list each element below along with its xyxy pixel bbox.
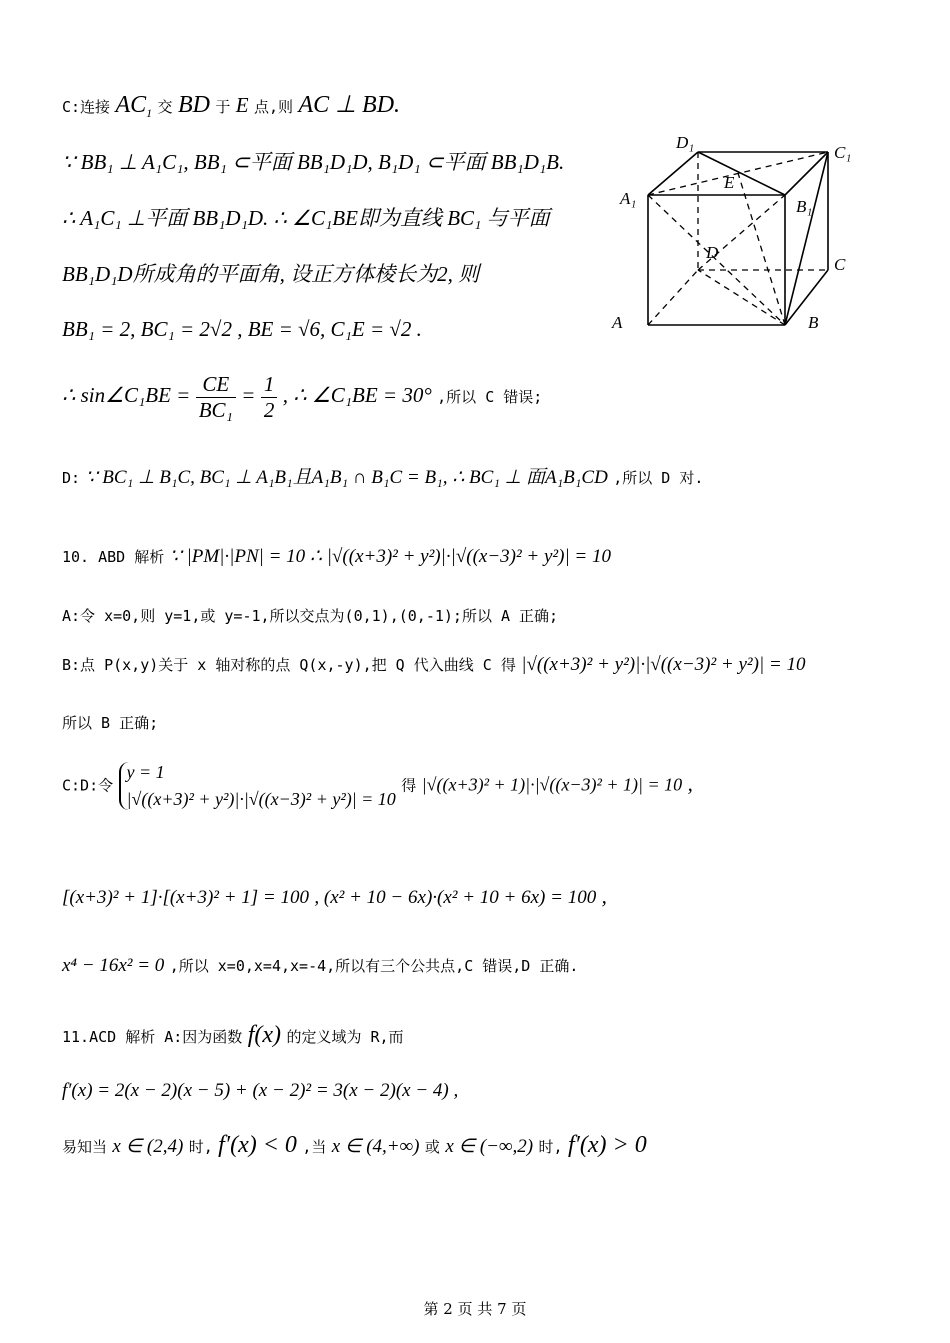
d-prefix: D: (62, 469, 81, 487)
q10-eq3-line (62, 955, 578, 977)
q10-eq3-math: x⁴ − 16x² = 0 (62, 955, 165, 976)
segment-d1b1 (698, 152, 785, 195)
label-b: B (808, 313, 819, 332)
label-b1: B₁ (796, 197, 813, 216)
line-c-1 (62, 90, 400, 119)
d-math: ∵ BC₁ ⊥ B₁C, BC₁ ⊥ A₁B₁且A₁B₁ ∩ B₁C = B₁, ∴ BC₁ ⊥ 面A₁B₁CD (85, 467, 608, 488)
line-d (62, 462, 703, 489)
q11-derivative: f′(x) = 2(x − 2)(x − 5) + (x − 2)² = 3(x − 2)(x − 4) , (62, 1080, 459, 1101)
q10-b-text: B:点 P(x,y)关于 x 轴对称的点 Q(x,-y),把 Q 代入曲线 C 得 (62, 656, 516, 674)
q11-head-line (62, 1022, 404, 1049)
mono-5: ,当 (302, 1138, 327, 1156)
page-footer: 第 2 页 共 7 页 (423, 1300, 527, 1318)
q10-a: A:令 x=0,则 y=1,或 y=-1,所以交点为(0,1),(0,-1);所以 A 正确; (62, 607, 559, 625)
label-a: A (612, 313, 623, 332)
ac1-symbol: $AC_1$ (115, 92, 153, 120)
q10-cd-result: |√((x+3)² + 1)|·|√((x−3)² + 1)| = 10 (421, 774, 683, 795)
label-d1: D₁ (676, 133, 695, 152)
d-conclusion: ,所以 D 对. (613, 469, 704, 487)
mono-7: 或 (424, 1138, 440, 1156)
label-c: C (834, 255, 846, 274)
perp-relation: AC ⊥ BD. (298, 92, 401, 118)
system-eq-1: y = 1 (126, 762, 165, 782)
c-prefix: C:连接 (62, 98, 111, 116)
line-c-5: BB₁ = 2, BC₁ = 2√2 , BE = √6, C₁E = √2 . (62, 317, 422, 341)
edge-c1b1 (785, 152, 828, 195)
hidden-edge-ad (648, 270, 698, 325)
line-c-6 (62, 372, 542, 423)
q10-cd-line (62, 762, 693, 810)
label-e: E (724, 173, 735, 192)
angle-result: , ∴ ∠C₁BE = 30° (282, 383, 432, 407)
q11-tail: 的定义域为 R,而 (286, 1028, 404, 1046)
mono-1: 易知当 (62, 1138, 108, 1156)
sin-expression: ∴ sin∠C₁BE = (62, 383, 191, 407)
b1d1-symbol: BD (177, 92, 210, 118)
q10-eq3-tail: ,所以 x=0,x=4,x=-4,所以有三个公共点,C 错误,D 正确. (169, 957, 579, 975)
label-c1: C₁ (834, 143, 852, 162)
system-eq-2: |√((x+3)² + y²)|·|√((x−3)² + y²)| = 10 (126, 789, 396, 809)
q10-head: 10. ABD 解析 (62, 548, 165, 566)
mono-2: x ∈ (2,4) (112, 1136, 184, 1157)
mono-10: f′(x) > 0 (567, 1132, 647, 1158)
q10-eq2b: , (x² + 10 − 6x)·(x² + 10 + 6x) = 100 (314, 887, 597, 908)
line-c-2: ∵ BB₁ ⊥ A₁C₁, BB₁ ⊂平面 BB₁D₁D, B₁D₁ ⊂平面 BB₁D₁B. (62, 150, 565, 174)
fraction-one-half: $\frac{1}{2}$ (261, 372, 278, 423)
word-jiao: 交 (157, 98, 173, 116)
label-d: D (706, 243, 719, 262)
c-conclusion: ,所以 C 错误; (437, 388, 543, 406)
equals-sign: = (241, 383, 256, 407)
label-a1: A₁ (620, 189, 637, 208)
comma: , (687, 771, 693, 796)
q11-monotonic-line (62, 1132, 647, 1159)
word-de: 得 (401, 776, 417, 795)
q11-fx: f(x) (247, 1022, 282, 1048)
q10-eq2a: [(x+3)² + 1]·[(x+3)² + 1] = 100 (62, 887, 309, 908)
mono-8: x ∈ (−∞,2) (445, 1136, 534, 1157)
q10-b2: 所以 B 正确; (62, 714, 159, 732)
word-dian: 点,则 (254, 98, 294, 116)
segment-bd (698, 270, 785, 325)
comma: , (601, 884, 607, 908)
mono-4: f′(x) < 0 (218, 1132, 297, 1158)
point-e: E (235, 93, 249, 117)
mono-3: 时, (188, 1138, 213, 1156)
q10-b-math: |√((x+3)² + y²)|·|√((x−3)² + y²)| = 10 (521, 654, 806, 675)
line-c-3: ∴ A₁C₁ ⊥平面 BB₁D₁D. ∴ ∠C₁BE即为直线 BC₁ 与平面 (62, 206, 550, 230)
q11-head: 11.ACD 解析 A:因为函数 (62, 1028, 243, 1046)
q10-b-line (62, 654, 806, 676)
q10-math: ∵ |PM|·|PN| = 10 ∴ |√((x+3)² + y²)|·|√((x−3)² + y²)| = 10 (169, 546, 611, 567)
word-yu: 于 (215, 98, 231, 116)
segment-bc1 (785, 152, 828, 325)
equation-system (119, 762, 396, 810)
q10-cd-prefix: C:D:令 (62, 776, 114, 795)
line-c-4: BB₁D₁D所成角的平面角, 设正方体棱长为2, 则 (62, 262, 480, 286)
cube-figure (600, 130, 870, 340)
q10-head-line (62, 545, 611, 568)
mono-6: x ∈ (4,+∞) (331, 1136, 420, 1157)
mono-9: 时, (538, 1138, 563, 1156)
q10-eq2-line (62, 884, 607, 909)
fraction-ce-bc1: $\frac{CE}{\text{BC₁}}$ (196, 372, 236, 423)
